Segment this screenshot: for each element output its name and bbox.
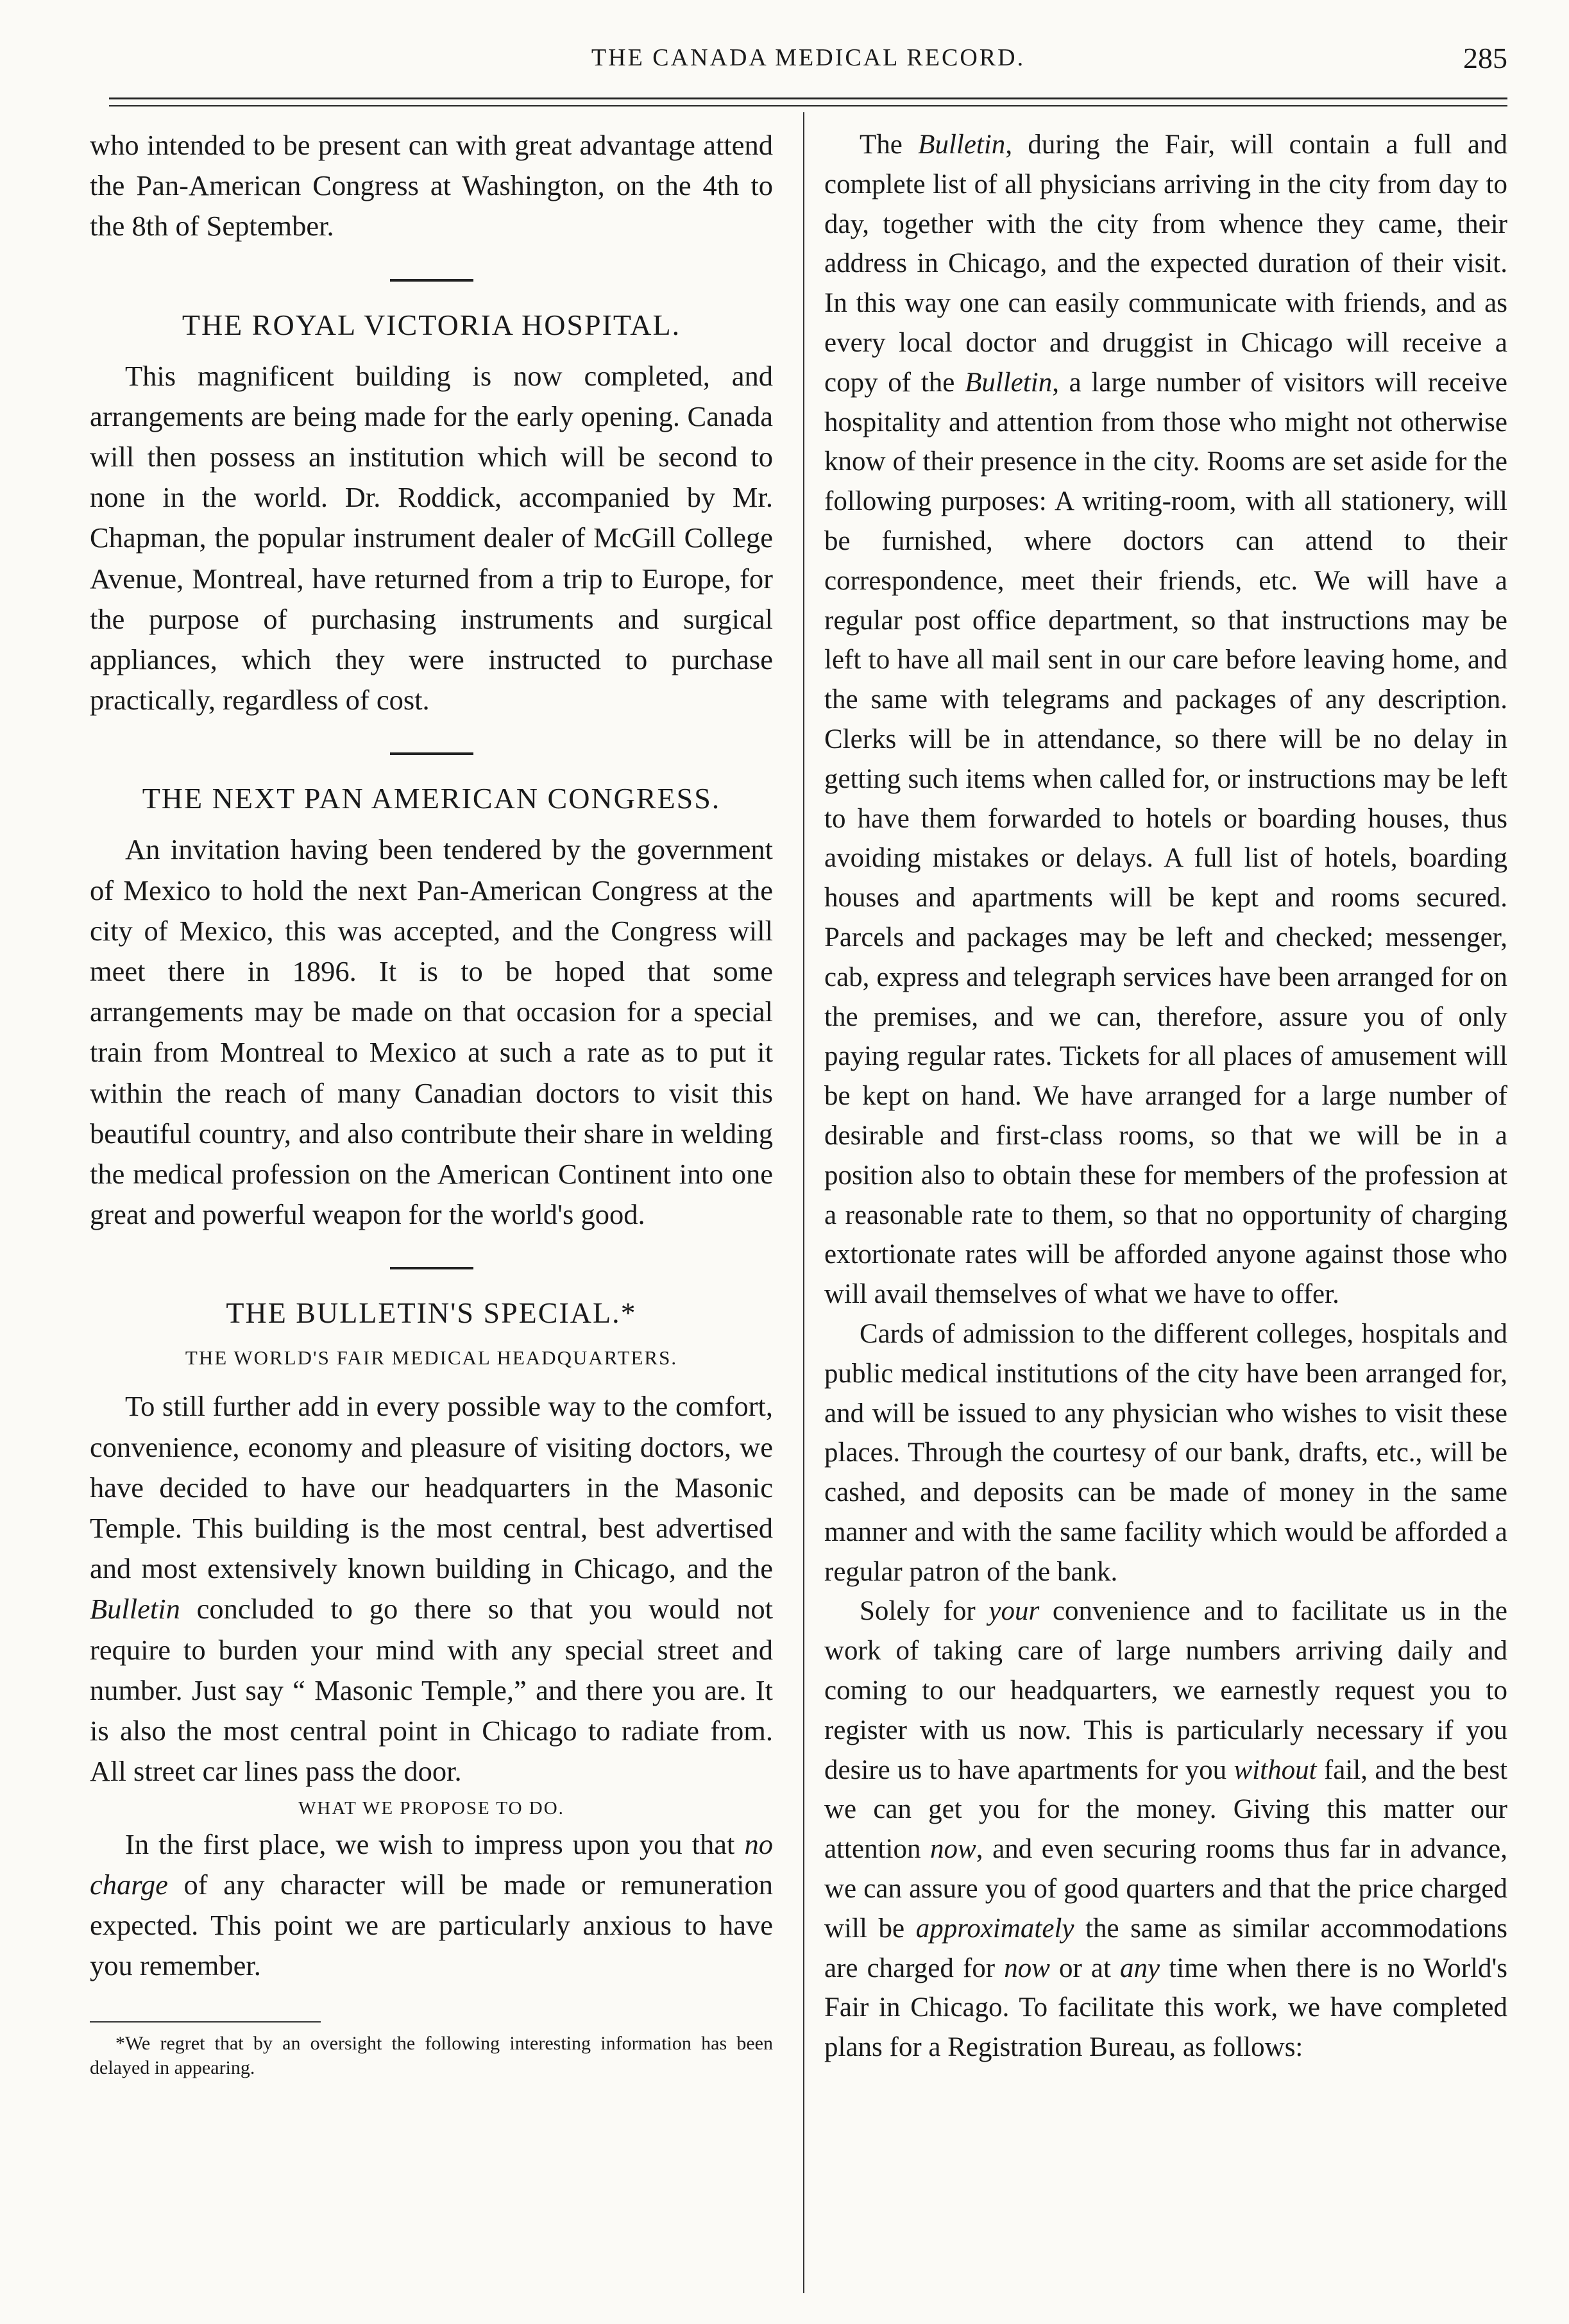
section-separator [390,752,473,755]
bulletin-paragraph-1: To still further add in every possible way to the comfort, convenience, economy and pleasure of visiting doctors, we have decided to have our headquarters in the Masonic Temple. This building is the most central, best advertised and most extensively known building in Chicago, and the Bulletin concluded to go there so that you would not require to burden your mind with any special street and number. Just say “ Masonic Temple,” and there you are. It is also the most central point in Chicago to radiate from. All street car lines pass the door. [90,1390,773,1788]
bulletin-paragraph-2: In the first place, we wish to impress upon you that no charge of any character will be made or remuneration expected. This point we are particularly anxious to have you remember. [90,1828,773,1982]
section-title-pan-american: THE NEXT PAN AMERICAN CONGRESS. [142,782,721,815]
right-paragraph-1: The Bulletin, during the Fair, will contain a full and complete list of all physicians arriving in the city from day to day, together with the city from whence they came, their address in Chicago, and the expected duration of their visit. In this way one can easily communicate with friends, and as every local doctor and druggist in Chicago will receive a copy of the Bulletin, a large number of visitors will receive hospitality and attention from those who might not otherwise know of their presence in the city. Rooms are set aside for the following purposes: A writing-room, with all stationery, will be furnished, where doctors can attend to their correspondence, meet their friends, etc. We will have a regular post office department, so that instructions may be left to have all mail sent in our care before leaving home, and the same with telegrams and packages of any description. Clerks will be in attendance, so there will be no delay in getting such items when called for, or instructions may be left to have them forwarded to hotels or boarding houses, thus avoiding mistakes or delays. A full list of hotels, boarding houses and apartments will be kept and rooms secured. Parcels and packages may be left and checked; messenger, cab, express and telegraph services have been arranged for on the premises, and we can, therefore, assure you of only paying regular rates. Tickets for all places of amusement will be kept on hand. We have arranged for a large number of desirable and first-class rooms, so that we will be in a position also to obtain these for members of the profession at a reasonable rate to them, so that no opportunity of charging extortionate rates will be afforded anyone against those who will avail themselves of what we have to offer. [824,130,1508,1310]
right-paragraph-2: Cards of admission to the different colleges, hospitals and public medical institutions of the city have been arranged for, and will be issued to any physician who wishes to visit these places. Through the courtesy of our bank, drafts, etc., will be cashed, and deposits can be made of money in the same manner and with the same facility which would be afforded a regular patron of the bank. [824,1318,1507,1587]
pan-american-body: An invitation having been tendered by the government of Mexico to hold the next Pan-American Congress at the city of Mexico, this was accepted, and the Congress will meet there in 1896. It is to be hoped that some arrangements may be made on that occasion for a special train from Montreal to Mexico at such a rate as to put it within the reach of many Canadian doctors to visit this beautiful country, and also contribute their share in welding the medical profession on the American Continent into one great and powerful weapon for the world's good. [90,833,773,1231]
royal-victoria-body: This magnificent building is now completed, and arrangements are being made for the early opening. Canada will then possess an institution which will be second to none in the world. Dr. Roddick, accompanied by Mr. Chapman, the popular instrument dealer of McGill College Avenue, Montreal, have returned from a trip to Europe, for the purpose of purchasing instruments and surgical appliances, which they were instructed to purchase practically, regardless of cost. [90,359,773,717]
section-title-royal-victoria: THE ROYAL VICTORIA HOSPITAL. [182,308,681,341]
bulletin-subtitle: THE WORLD'S FAIR MEDICAL HEADQUARTERS. [185,1346,678,1370]
right-column [824,125,1507,2067]
footnote-rule [90,2021,321,2023]
column-divider [803,112,804,2293]
header-rule [109,98,1507,99]
emphasis: without [1234,1754,1317,1785]
emphasis: any [1120,1953,1160,1983]
emphasis: no charge [90,1828,773,1901]
section-title-bulletin: THE BULLETIN'S SPECIAL.* [226,1296,637,1330]
emphasis: Bulletin [918,130,1006,160]
bulletin-subhead-propose: WHAT WE PROPOSE TO DO. [298,1797,564,1819]
running-header [109,44,1507,89]
footnote: *We regret that by an oversight the following interesting information has been delayed in appearing. [90,2033,773,2079]
page-number: 285 [1463,42,1507,74]
section-separator [390,1267,473,1269]
section-separator [390,279,473,282]
emphasis: Bulletin [965,367,1053,398]
emphasis: now [930,1834,976,1865]
emphasis: approximately [915,1913,1074,1944]
left-column [90,125,773,2080]
emphasis: your [988,1596,1040,1627]
right-paragraph-3: Solely for your convenience and to facilitate us in the work of taking care of large numbers arriving daily and coming to our headquarters, we earnestly request you to register with us now. This is particularly necessary if you desire us to have apartments for you without fail, and the best we can get you for the money. Giving this matter our attention now, and even securing rooms thus far in advance, we can assure you of good quarters and that the price charged will be approximately the same as similar accommodations are charged for now or at any time when there is no World's Fair in Chicago. To facilitate this work, we have completed plans for a Registration Bureau, as follows: [824,1596,1507,2063]
header-rule-secondary [109,105,1507,106]
emphasis: now [1004,1953,1050,1983]
intro-paragraph: who intended to be present can with great advantage attend the Pan-American Congress at Washington, on the 4th to the 8th of September. [90,129,773,242]
journal-title: THE CANADA MEDICAL RECORD. [591,44,1026,71]
emphasis: Bulletin [90,1593,180,1625]
